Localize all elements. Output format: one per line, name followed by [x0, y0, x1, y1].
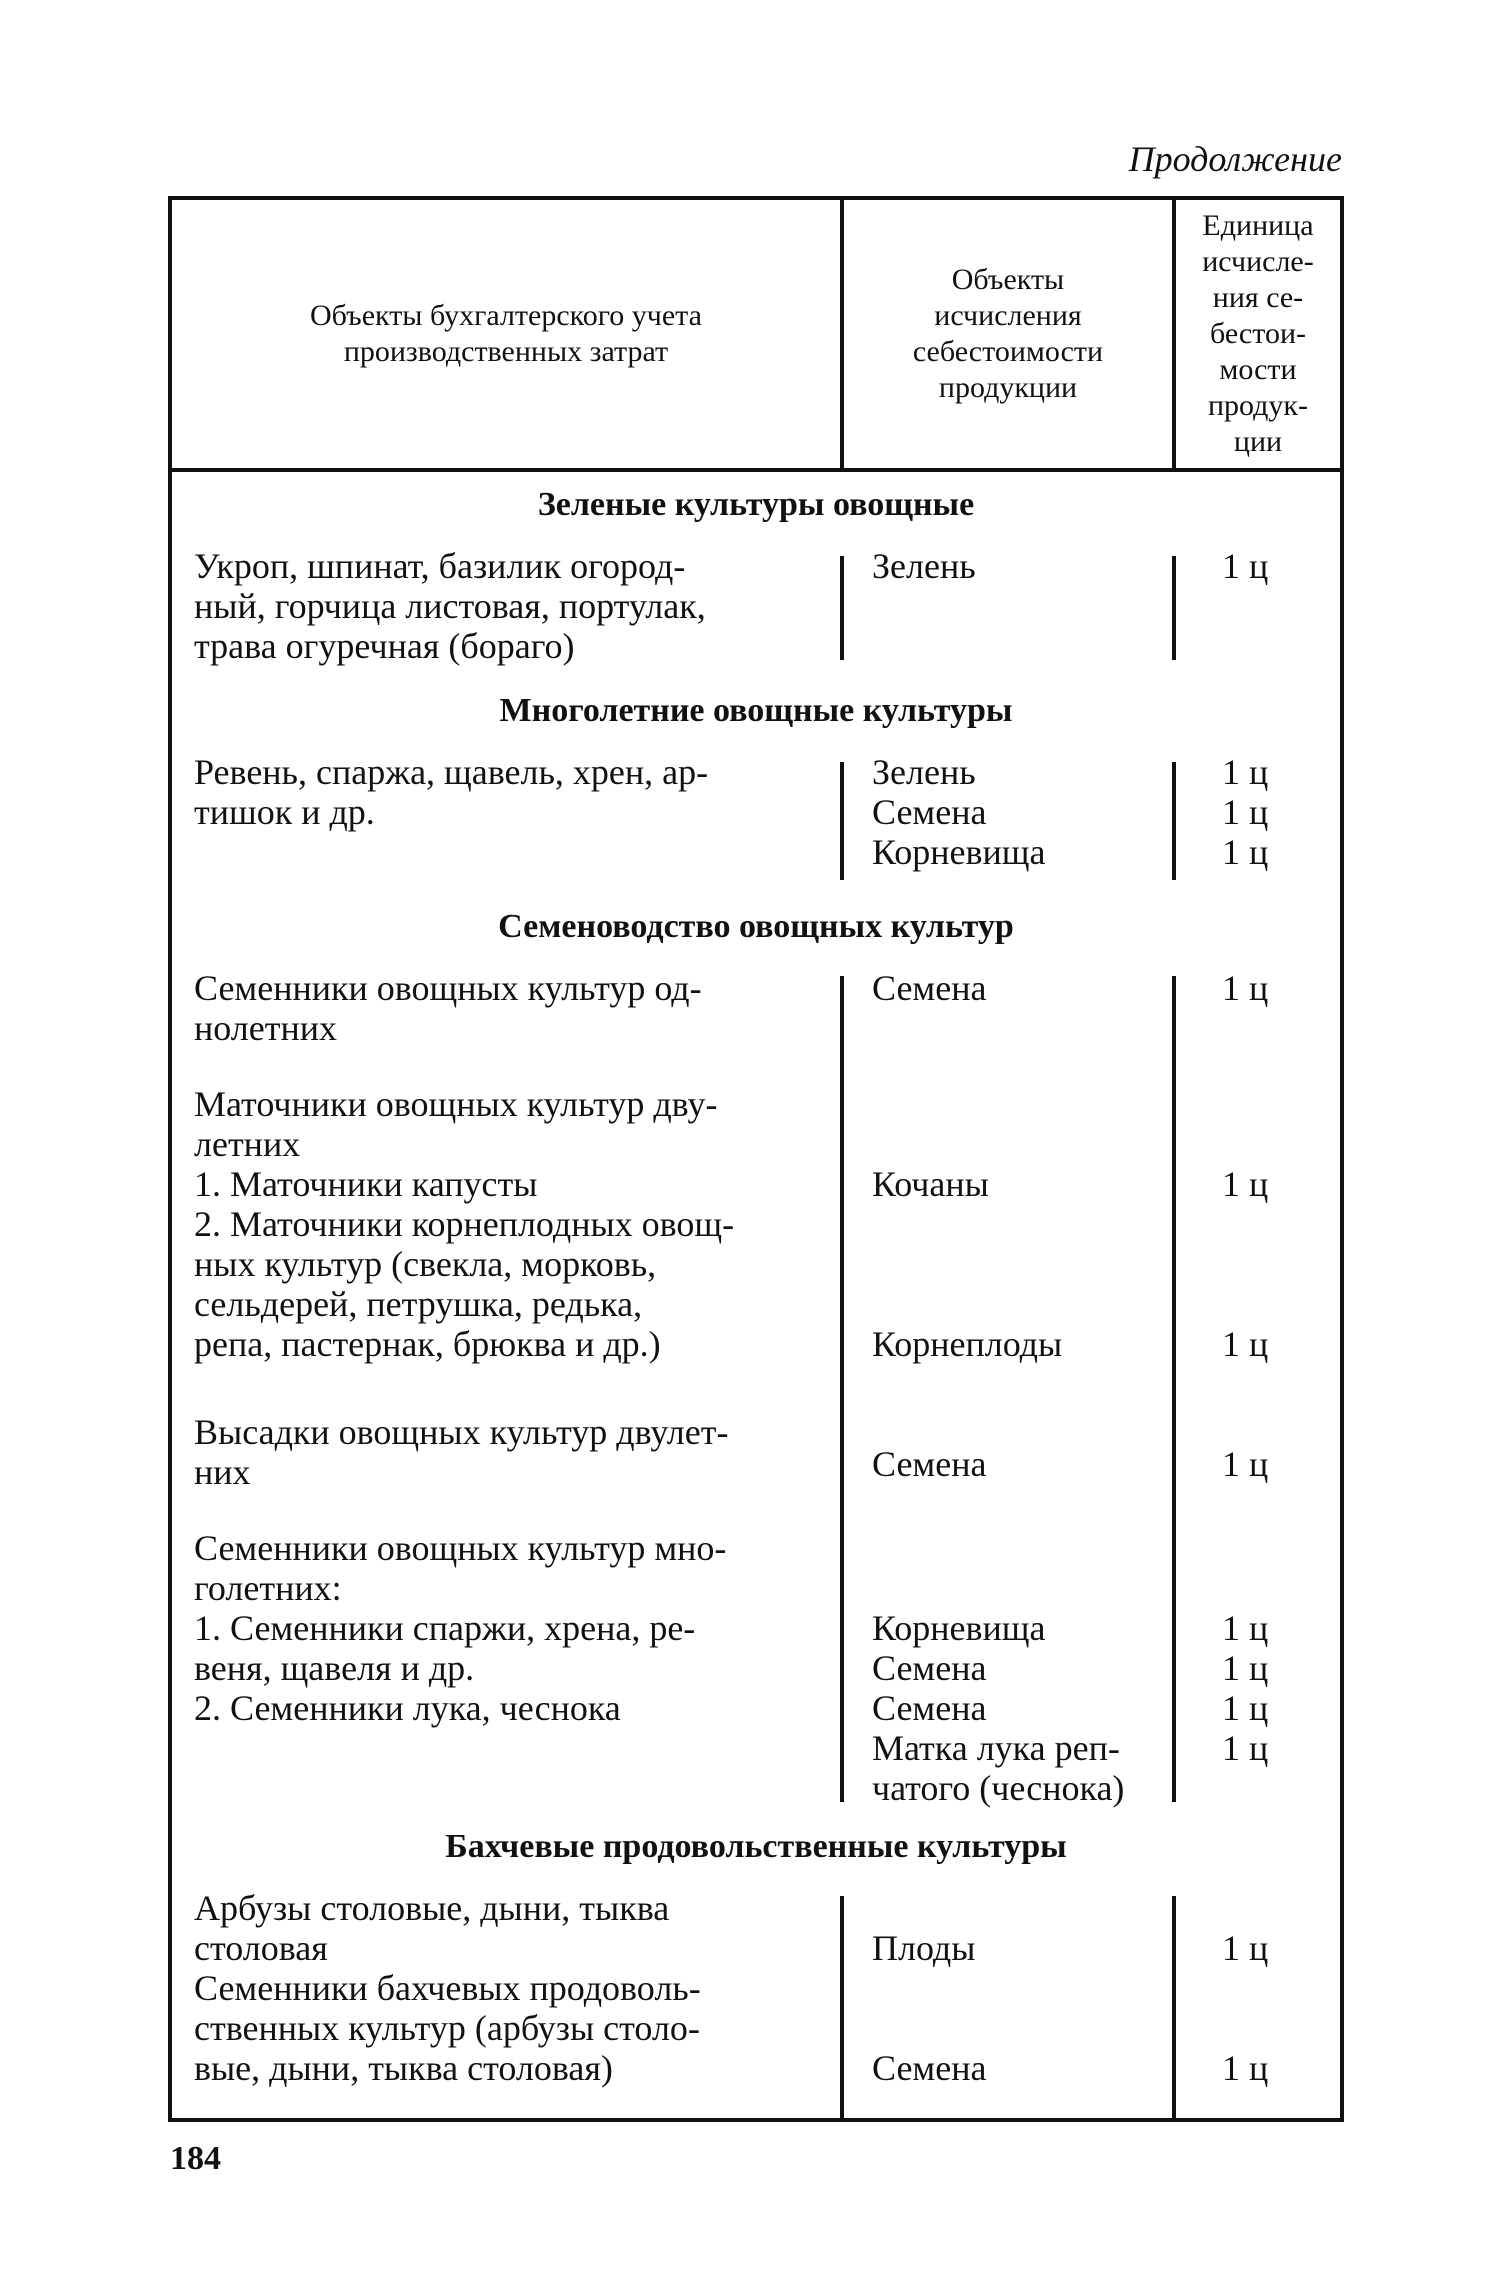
section-title-melon-crops: Бахчевые продовольственные культуры — [445, 1828, 1067, 1865]
column-divider — [1172, 1896, 1176, 2122]
row-unit: 1 ц — [1222, 968, 1269, 1008]
row-product: Зелень — [872, 546, 976, 586]
header-costing-unit: Единица исчисле- ния се- бестои- мости продук- ции — [1202, 209, 1314, 458]
page-number: 184 — [170, 2140, 221, 2177]
row-object: Арбузы столовые, дыни, тыква столовая — [194, 1888, 670, 1968]
row-object: Высадки овощных культур двулет- них — [194, 1412, 729, 1492]
row-product: Семена — [872, 1444, 987, 1484]
continuation-label: Продолжение — [1128, 139, 1342, 179]
row-unit: 1 ц — [1222, 1928, 1269, 1968]
column-divider — [840, 762, 844, 880]
column-divider — [1172, 762, 1176, 880]
row-product: Плоды — [872, 1928, 976, 1968]
section-title-seed-production: Семеноводство овощных культур — [498, 908, 1014, 945]
row-unit: 1 ц — [1222, 2048, 1269, 2088]
cost-objects-table — [168, 196, 1344, 2122]
header-divider — [1172, 200, 1176, 472]
row-unit: 1 ц — [1222, 1324, 1269, 1364]
row-object: Семенники овощных культур од- нолетних — [194, 968, 702, 1048]
row-product: Корневища Семена Семена Матка лука реп- чатого (чеснока) — [872, 1608, 1125, 1808]
row-product: Семена — [872, 2048, 987, 2088]
row-product: Корнеплоды — [872, 1324, 1063, 1364]
header-accounting-objects: Объекты бухгалтерского учета производственных затрат — [310, 299, 702, 368]
row-unit: 1 ц 1 ц 1 ц — [1222, 752, 1269, 872]
row-unit: 1 ц — [1222, 1164, 1269, 1204]
column-divider — [840, 556, 844, 660]
header-bottom-rule — [172, 468, 1340, 472]
column-divider — [1172, 556, 1176, 660]
row-unit: 1 ц 1 ц 1 ц 1 ц — [1222, 1608, 1269, 1768]
row-product: Семена — [872, 968, 987, 1008]
column-divider — [840, 976, 844, 1802]
row-product: Кочаны — [872, 1164, 989, 1204]
row-object: Семенники бахчевых продоволь- ственных культур (арбузы столо- вые, дыни, тыква столовая) — [194, 1968, 701, 2088]
column-divider — [840, 1896, 844, 2122]
header-costing-objects: Объекты исчисления себестоимости продукции — [912, 263, 1104, 404]
row-unit: 1 ц — [1222, 546, 1269, 586]
row-unit: 1 ц — [1222, 1444, 1269, 1484]
section-title-green-crops: Зеленые культуры овощные — [537, 486, 975, 523]
column-divider — [1172, 976, 1176, 1802]
header-divider — [840, 200, 844, 472]
section-title-perennial-crops: Многолетние овощные культуры — [499, 692, 1013, 729]
row-object: Укроп, шпинат, базилик огород- ный, горчица листовая, портулак, трава огуречная (бораго) — [194, 546, 706, 666]
row-product: Зелень Семена Корневища — [872, 752, 1046, 872]
row-object: Семенники овощных культур мно- голетних: 1. Семенники спаржи, хрена, ре- веня, щавеля и др. 2. Семенники лука, чеснока — [194, 1528, 727, 1728]
row-object: Маточники овощных культур дву- летних 1. Маточники капусты 2. Маточники корнеплодных овощ- ных культур (свекла, морковь, сельдерей, петрушка, редька, репа, пастернак, брюква и др.) — [194, 1084, 735, 1364]
row-object: Ревень, спаржа, щавель, хрен, ар- тишок и др. — [194, 752, 709, 832]
